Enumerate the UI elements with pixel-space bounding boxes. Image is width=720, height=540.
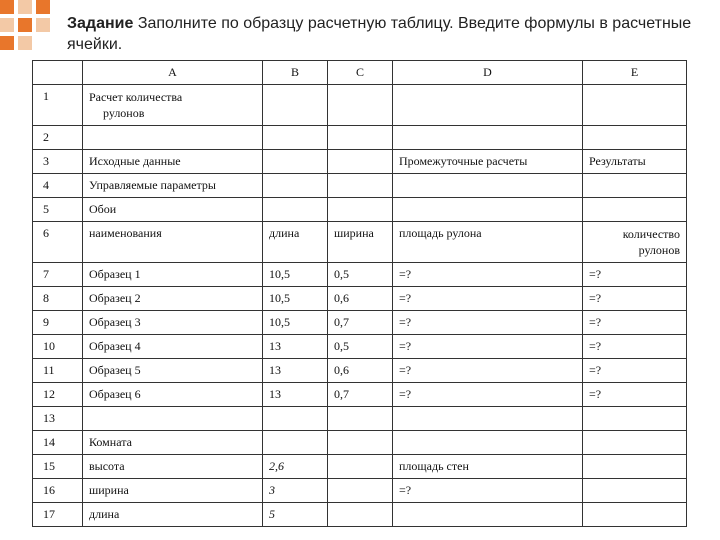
cell-b13[interactable] bbox=[263, 407, 328, 431]
cell-a1-line2: рулонов bbox=[103, 106, 145, 120]
row-number: 6 bbox=[33, 222, 83, 263]
cell-d2[interactable] bbox=[393, 126, 583, 150]
cell-d10[interactable]: =? bbox=[393, 335, 583, 359]
column-header-a: A bbox=[83, 61, 263, 85]
cell-c13[interactable] bbox=[328, 407, 393, 431]
cell-e2[interactable] bbox=[583, 126, 687, 150]
cell-a15[interactable]: высота bbox=[83, 455, 263, 479]
cell-c7[interactable]: 0,5 bbox=[328, 263, 393, 287]
cell-c8[interactable]: 0,6 bbox=[328, 287, 393, 311]
cell-b4[interactable] bbox=[263, 174, 328, 198]
row-number: 13 bbox=[33, 407, 83, 431]
cell-d4[interactable] bbox=[393, 174, 583, 198]
cell-d11[interactable]: =? bbox=[393, 359, 583, 383]
cell-e6-line1: количество bbox=[622, 227, 680, 241]
cell-c3[interactable] bbox=[328, 150, 393, 174]
cell-b7[interactable]: 10,5 bbox=[263, 263, 328, 287]
cell-e13[interactable] bbox=[583, 407, 687, 431]
cell-a6[interactable]: наименования bbox=[83, 222, 263, 263]
row-number: 9 bbox=[33, 311, 83, 335]
cell-b11[interactable]: 13 bbox=[263, 359, 328, 383]
cell-d8[interactable]: =? bbox=[393, 287, 583, 311]
cell-a7[interactable]: Образец 1 bbox=[83, 263, 263, 287]
table-row bbox=[33, 287, 687, 311]
table-row bbox=[33, 222, 687, 263]
table-row bbox=[33, 479, 687, 503]
cell-b5[interactable] bbox=[263, 198, 328, 222]
cell-e4[interactable] bbox=[583, 174, 687, 198]
cell-b1[interactable] bbox=[263, 85, 328, 126]
cell-a2[interactable] bbox=[83, 126, 263, 150]
cell-e16[interactable] bbox=[583, 479, 687, 503]
cell-a8[interactable]: Образец 2 bbox=[83, 287, 263, 311]
cell-e6[interactable] bbox=[583, 222, 687, 263]
column-header-c: C bbox=[328, 61, 393, 85]
cell-d6[interactable]: площадь рулона bbox=[393, 222, 583, 263]
cell-b2[interactable] bbox=[263, 126, 328, 150]
cell-b14[interactable] bbox=[263, 431, 328, 455]
table-row bbox=[33, 150, 687, 174]
cell-d1[interactable] bbox=[393, 85, 583, 126]
row-number: 4 bbox=[33, 174, 83, 198]
cell-c14[interactable] bbox=[328, 431, 393, 455]
cell-c4[interactable] bbox=[328, 174, 393, 198]
row-number: 16 bbox=[33, 479, 83, 503]
cell-e11[interactable]: =? bbox=[583, 359, 687, 383]
cell-a10[interactable]: Образец 4 bbox=[83, 335, 263, 359]
cell-d16[interactable]: =? bbox=[393, 479, 583, 503]
row-number: 3 bbox=[33, 150, 83, 174]
table-row bbox=[33, 407, 687, 431]
cell-b6[interactable]: длина bbox=[263, 222, 328, 263]
row-number: 10 bbox=[33, 335, 83, 359]
cell-d5[interactable] bbox=[393, 198, 583, 222]
column-header-d: D bbox=[393, 61, 583, 85]
table-row bbox=[33, 85, 687, 126]
task-lead: Задание bbox=[67, 15, 134, 32]
cell-c5[interactable] bbox=[328, 198, 393, 222]
cell-b17[interactable]: 5 bbox=[263, 503, 328, 527]
cell-c16[interactable] bbox=[328, 479, 393, 503]
row-number: 1 bbox=[33, 85, 83, 126]
table-row bbox=[33, 263, 687, 287]
cell-b3[interactable] bbox=[263, 150, 328, 174]
cell-c17[interactable] bbox=[328, 503, 393, 527]
cell-b16[interactable]: 3 bbox=[263, 479, 328, 503]
cell-d7[interactable]: =? bbox=[393, 263, 583, 287]
table-row bbox=[33, 174, 687, 198]
cell-b8[interactable]: 10,5 bbox=[263, 287, 328, 311]
row-number: 15 bbox=[33, 455, 83, 479]
row-number: 11 bbox=[33, 359, 83, 383]
cell-a3[interactable]: Исходные данные bbox=[83, 150, 263, 174]
cell-a13[interactable] bbox=[83, 407, 263, 431]
cell-a5[interactable]: Обои bbox=[83, 198, 263, 222]
table-row bbox=[33, 455, 687, 479]
cell-d14[interactable] bbox=[393, 431, 583, 455]
cell-b9[interactable]: 10,5 bbox=[263, 311, 328, 335]
cell-c15[interactable] bbox=[328, 455, 393, 479]
row-number: 14 bbox=[33, 431, 83, 455]
table-row bbox=[33, 383, 687, 407]
table-row bbox=[33, 311, 687, 335]
cell-e1[interactable] bbox=[583, 85, 687, 126]
table-row bbox=[33, 431, 687, 455]
corner-cell bbox=[33, 61, 83, 85]
cell-c6[interactable]: ширина bbox=[328, 222, 393, 263]
row-number: 17 bbox=[33, 503, 83, 527]
cell-a11[interactable]: Образец 5 bbox=[83, 359, 263, 383]
table-row bbox=[33, 335, 687, 359]
cell-d15[interactable]: площадь стен bbox=[393, 455, 583, 479]
cell-a14[interactable]: Комната bbox=[83, 431, 263, 455]
cell-e7[interactable]: =? bbox=[583, 263, 687, 287]
cell-b10[interactable]: 13 bbox=[263, 335, 328, 359]
table-row bbox=[33, 198, 687, 222]
row-number: 8 bbox=[33, 287, 83, 311]
cell-d17[interactable] bbox=[393, 503, 583, 527]
cell-a17[interactable]: длина bbox=[83, 503, 263, 527]
column-header-e: E bbox=[583, 61, 687, 85]
cell-e8[interactable]: =? bbox=[583, 287, 687, 311]
cell-e6-line2: рулонов bbox=[638, 243, 680, 257]
row-number: 7 bbox=[33, 263, 83, 287]
cell-a4[interactable]: Управляемые параметры bbox=[83, 174, 263, 198]
row-number: 2 bbox=[33, 126, 83, 150]
corner-decoration bbox=[0, 0, 60, 60]
cell-c11[interactable]: 0,6 bbox=[328, 359, 393, 383]
table-row bbox=[33, 503, 687, 527]
cell-a1-line1: Расчет количества bbox=[89, 90, 183, 104]
cell-c1[interactable] bbox=[328, 85, 393, 126]
cell-c9[interactable]: 0,7 bbox=[328, 311, 393, 335]
cell-a1[interactable] bbox=[83, 85, 263, 126]
row-number: 12 bbox=[33, 383, 83, 407]
row-number: 5 bbox=[33, 198, 83, 222]
cell-e14[interactable] bbox=[583, 431, 687, 455]
cell-e12[interactable]: =? bbox=[583, 383, 687, 407]
cell-d3[interactable]: Промежуточные расчеты bbox=[393, 150, 583, 174]
cell-e10[interactable]: =? bbox=[583, 335, 687, 359]
cell-e3[interactable]: Результаты bbox=[583, 150, 687, 174]
table-row bbox=[33, 359, 687, 383]
cell-d13[interactable] bbox=[393, 407, 583, 431]
task-text: Заполните по образцу расчетную таблицу. Введите формулы в расчетные ячейки. bbox=[67, 15, 692, 53]
cell-c2[interactable] bbox=[328, 126, 393, 150]
cell-a16[interactable]: ширина bbox=[83, 479, 263, 503]
cell-d12[interactable]: =? bbox=[393, 383, 583, 407]
column-header-row bbox=[33, 61, 687, 85]
cell-d9[interactable]: =? bbox=[393, 311, 583, 335]
task-title bbox=[67, 13, 707, 55]
table-row bbox=[33, 126, 687, 150]
cell-b15[interactable]: 2,6 bbox=[263, 455, 328, 479]
cell-e5[interactable] bbox=[583, 198, 687, 222]
cell-c12[interactable]: 0,7 bbox=[328, 383, 393, 407]
cell-e15[interactable] bbox=[583, 455, 687, 479]
spreadsheet-table bbox=[32, 60, 687, 527]
cell-a9[interactable]: Образец 3 bbox=[83, 311, 263, 335]
cell-e17[interactable] bbox=[583, 503, 687, 527]
cell-b12[interactable]: 13 bbox=[263, 383, 328, 407]
cell-a12[interactable]: Образец 6 bbox=[83, 383, 263, 407]
column-header-b: B bbox=[263, 61, 328, 85]
cell-c10[interactable]: 0,5 bbox=[328, 335, 393, 359]
cell-e9[interactable]: =? bbox=[583, 311, 687, 335]
